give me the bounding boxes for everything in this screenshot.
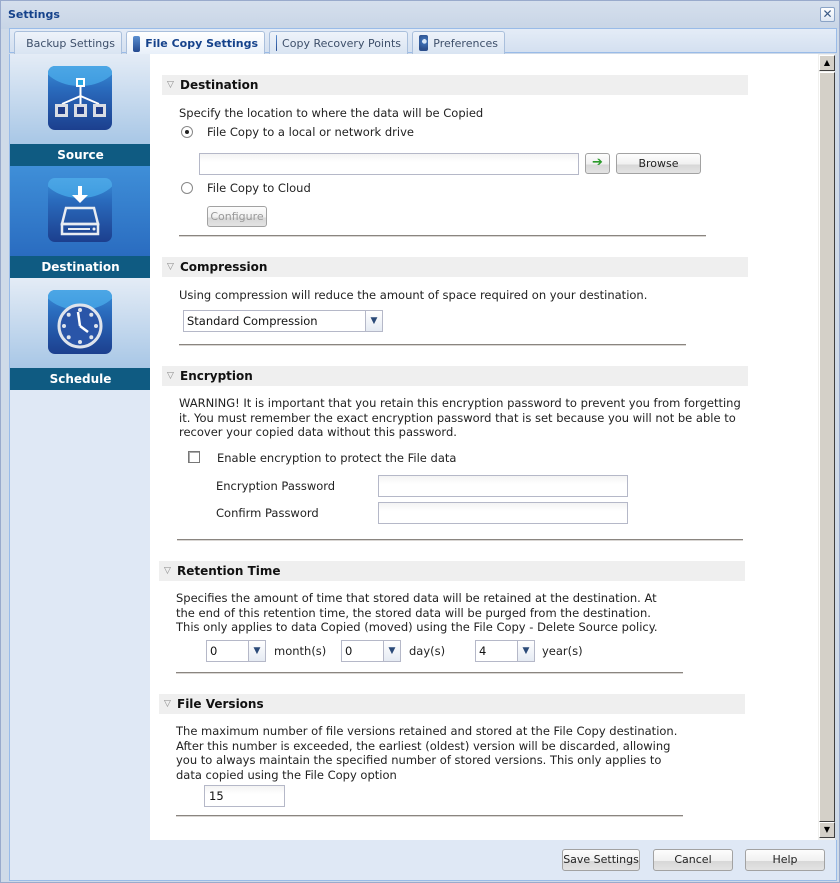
section-title: File Versions <box>177 697 264 711</box>
section-title: Compression <box>180 260 268 274</box>
sidebar-label: Destination <box>10 256 151 278</box>
tab-preferences[interactable] <box>412 31 505 54</box>
gears-icon <box>419 35 428 51</box>
divider <box>179 344 686 346</box>
network-tree-icon <box>48 66 112 130</box>
settings-content <box>150 54 817 840</box>
section-title: Retention Time <box>177 564 281 578</box>
compression-select[interactable] <box>183 310 383 332</box>
months-select[interactable] <box>206 640 266 662</box>
cancel-button[interactable]: Cancel <box>653 849 733 871</box>
help-button[interactable]: Help <box>745 849 825 871</box>
retention-section-header[interactable] <box>159 561 745 581</box>
file-copy-icon <box>133 36 140 52</box>
months-value: 0 <box>210 644 218 658</box>
collapse-triangle-icon: ▽ <box>167 80 174 90</box>
days-select[interactable] <box>341 640 401 662</box>
sidebar-label: Schedule <box>10 368 151 390</box>
compression-description: Using compression will reduce the amount of space required on your destination. <box>179 288 648 302</box>
title-bar <box>1 1 839 29</box>
sidebar-item-source[interactable] <box>10 54 151 166</box>
encryption-warning: WARNING! It is important that you retain this encryption password to prevent you from forgetting it. You must remember the exact encryption password that is set because you will not be able to recover your copied data without this password. <box>179 396 741 439</box>
months-label: month(s) <box>274 644 327 658</box>
sidebar-item-destination[interactable] <box>10 166 151 278</box>
years-select[interactable] <box>475 640 535 662</box>
collapse-triangle-icon: ▽ <box>164 699 171 709</box>
destination-section-header[interactable] <box>162 75 748 95</box>
section-title: Encryption <box>180 369 253 383</box>
days-value: 0 <box>345 644 353 658</box>
enable-encryption-checkbox[interactable] <box>188 451 200 463</box>
encryption-section-header[interactable] <box>162 366 748 386</box>
sidebar <box>9 54 150 840</box>
radio-local-label: File Copy to a local or network drive <box>207 125 414 139</box>
copy-recovery-icon <box>276 35 277 51</box>
confirm-password-label: Confirm Password <box>216 506 319 520</box>
drive-download-icon <box>48 178 112 242</box>
tab-label: Copy Recovery Points <box>282 36 401 50</box>
divider <box>176 672 683 674</box>
destination-description: Specify the location to where the data will be Copied <box>179 106 484 120</box>
years-value: 4 <box>479 644 487 658</box>
sidebar-item-schedule[interactable] <box>10 278 151 390</box>
tab-backup-settings[interactable] <box>14 31 122 54</box>
encryption-password-input[interactable] <box>378 475 628 497</box>
radio-file-copy-cloud[interactable] <box>181 182 193 194</box>
chevron-down-icon[interactable]: ▼ <box>365 311 382 331</box>
scroll-down-icon[interactable]: ▼ <box>819 822 835 838</box>
encryption-password-label: Encryption Password <box>216 479 336 493</box>
window-title: Settings <box>8 8 60 21</box>
clock-icon <box>48 290 112 354</box>
collapse-triangle-icon: ▽ <box>164 566 171 576</box>
tab-label: Backup Settings <box>26 36 115 50</box>
save-settings-button[interactable]: Save Settings <box>562 849 640 871</box>
compression-value: Standard Compression <box>187 314 318 328</box>
collapse-triangle-icon: ▽ <box>167 262 174 272</box>
destination-path-input[interactable] <box>199 153 579 175</box>
divider <box>177 539 743 541</box>
tab-file-copy-settings[interactable] <box>126 31 265 55</box>
go-arrow-icon[interactable]: ➔ <box>585 153 610 174</box>
scroll-thumb[interactable] <box>819 72 835 822</box>
confirm-password-input[interactable] <box>378 502 628 524</box>
chevron-down-icon[interactable]: ▼ <box>383 641 400 661</box>
chevron-down-icon[interactable]: ▼ <box>248 641 265 661</box>
section-title: Destination <box>180 78 259 92</box>
close-icon[interactable]: ✕ <box>820 7 835 22</box>
tab-label: File Copy Settings <box>145 37 258 50</box>
divider <box>176 815 683 817</box>
scroll-up-icon[interactable]: ▲ <box>819 55 835 71</box>
vertical-scrollbar[interactable] <box>817 54 835 840</box>
chevron-down-icon[interactable]: ▼ <box>517 641 534 661</box>
divider <box>179 235 706 237</box>
years-label: year(s) <box>542 644 583 658</box>
sidebar-label: Source <box>10 144 151 166</box>
compression-section-header[interactable] <box>162 257 748 277</box>
configure-button[interactable]: Configure <box>207 206 267 227</box>
collapse-triangle-icon: ▽ <box>167 371 174 381</box>
file-versions-input[interactable]: 15 <box>204 785 285 807</box>
enable-encryption-label: Enable encryption to protect the File data <box>217 451 457 465</box>
retention-description: Specifies the amount of time that stored data will be retained at the destination. At the end of this retention time, the stored data will be purged from the destination. This only applies to data Copied (moved) using the File Copy - Delete Source policy. <box>176 591 658 634</box>
browse-button[interactable]: Browse <box>616 153 701 174</box>
radio-local-network-drive[interactable] <box>181 126 193 138</box>
radio-cloud-label: File Copy to Cloud <box>207 181 311 195</box>
tab-label: Preferences <box>433 36 498 50</box>
tab-bar <box>9 28 837 53</box>
file-versions-section-header[interactable] <box>159 694 745 714</box>
file-versions-description: The maximum number of file versions retained and stored at the File Copy destination. After this number is exceeded, the earliest (oldest) version will be discarded, allowing you to always maintain the specified number of stored versions. This only applies to data copied using the File Copy option <box>176 724 678 782</box>
days-label: day(s) <box>409 644 446 658</box>
tab-copy-recovery-points[interactable] <box>269 31 408 54</box>
